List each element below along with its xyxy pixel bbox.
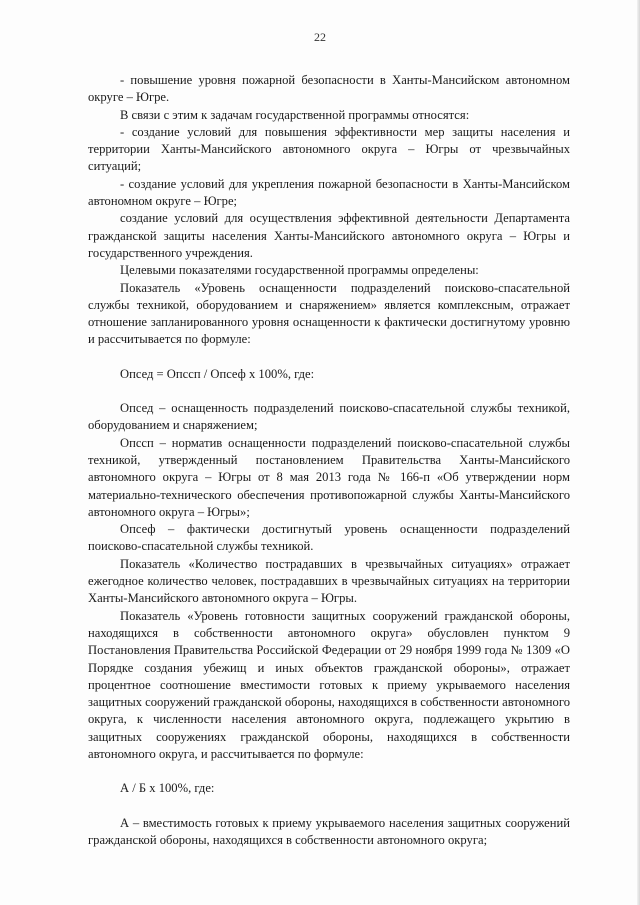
paragraph-indicators-intro: Целевыми показателями государственной программы определены:	[120, 263, 479, 278]
paragraph-fire-safety: - повышение уровня пожарной безопасности в Ханты-Мансийском автономном округе – Югре.	[88, 73, 570, 105]
paragraph-indicator-shelters: Показатель «Уровень готовности защитных сооружений гражданской обороны, находящихся в собственности автономного округа» обусловлен пунктом 9 Постановления Правительства Российской Федерации от 29 ноября 1999 года № 1309 «О Порядке создания убежищ и иных объектов гражданской обороны», отражает процентное соотношение вместимости готовых к приему укрываемого населения защитных сооружений гражданской обороны, находящихся в собственности автономного округа, к численности населения автономного округа, подлежащего укрытию в защитных сооружениях гражданской обороны, находящихся в собственности автономного округа, и рассчитывается по формуле:	[88, 608, 570, 761]
definition-opsed: Опсед – оснащенность подразделений поисково-спасательной службы техникой, оборудованием и снаряжением;	[88, 401, 570, 433]
document-body	[88, 72, 570, 849]
formula-shelters: А / Б х 100%, где:	[120, 781, 215, 796]
formula-equipment: Опсед = Опссп / Опсеф х 100%, где:	[120, 366, 315, 381]
paragraph-indicator-victims: Показатель «Количество пострадавших в чрезвычайных ситуациях» отражает ежегодное количество человек, пострадавших в чрезвычайных ситуациях на территории Ханты-Мансийского автономного округа – Югры.	[88, 556, 570, 606]
definition-opsef: Опсеф – фактически достигнутый уровень оснащенности подразделений поисково-спасательной службы техникой.	[88, 522, 570, 554]
page-number: 22	[314, 30, 326, 44]
paragraph-indicator-equipment: Показатель «Уровень оснащенности подразделений поисково-спасательной службы техникой, оборудованием и снаряжением» является комплексным, отражает отношение запланированного уровня оснащенности к фактически достигнутому уровню и рассчитывается по формуле:	[88, 280, 570, 347]
paragraph-task-emergency: - создание условий для повышения эффективности мер защиты населения и территории Ханты-Мансийского автономного округа – Югры от чрезвычайных ситуаций;	[88, 124, 570, 174]
paragraph-task-department: создание условий для осуществления эффективной деятельности Департамента гражданской защиты населения Ханты-Мансийского автономного округа – Югры и государственного учреждения.	[88, 211, 570, 260]
definition-a: А – вместимость готовых к приему укрываемого населения защитных сооружений гражданской обороны, находящихся в собственности автономного округа;	[88, 815, 570, 847]
definition-opssp: Опссп – норматив оснащенности подразделений поисково-спасательной службы техникой, утвержденный постановлением Правительства Ханты-Мансийского автономного округа – Югры от 8 мая 2013 года № 166-п «Об утверждении норм материально-технического обеспечения противопожарной службы Ханты-Мансийского автономного округа – Югры»;	[88, 435, 570, 519]
paragraph-tasks-intro: В связи с этим к задачам государственной программы относятся:	[120, 107, 470, 122]
paragraph-task-fire: - создание условий для укрепления пожарной безопасности в Ханты-Мансийском автономном округе – Югре;	[88, 176, 570, 209]
